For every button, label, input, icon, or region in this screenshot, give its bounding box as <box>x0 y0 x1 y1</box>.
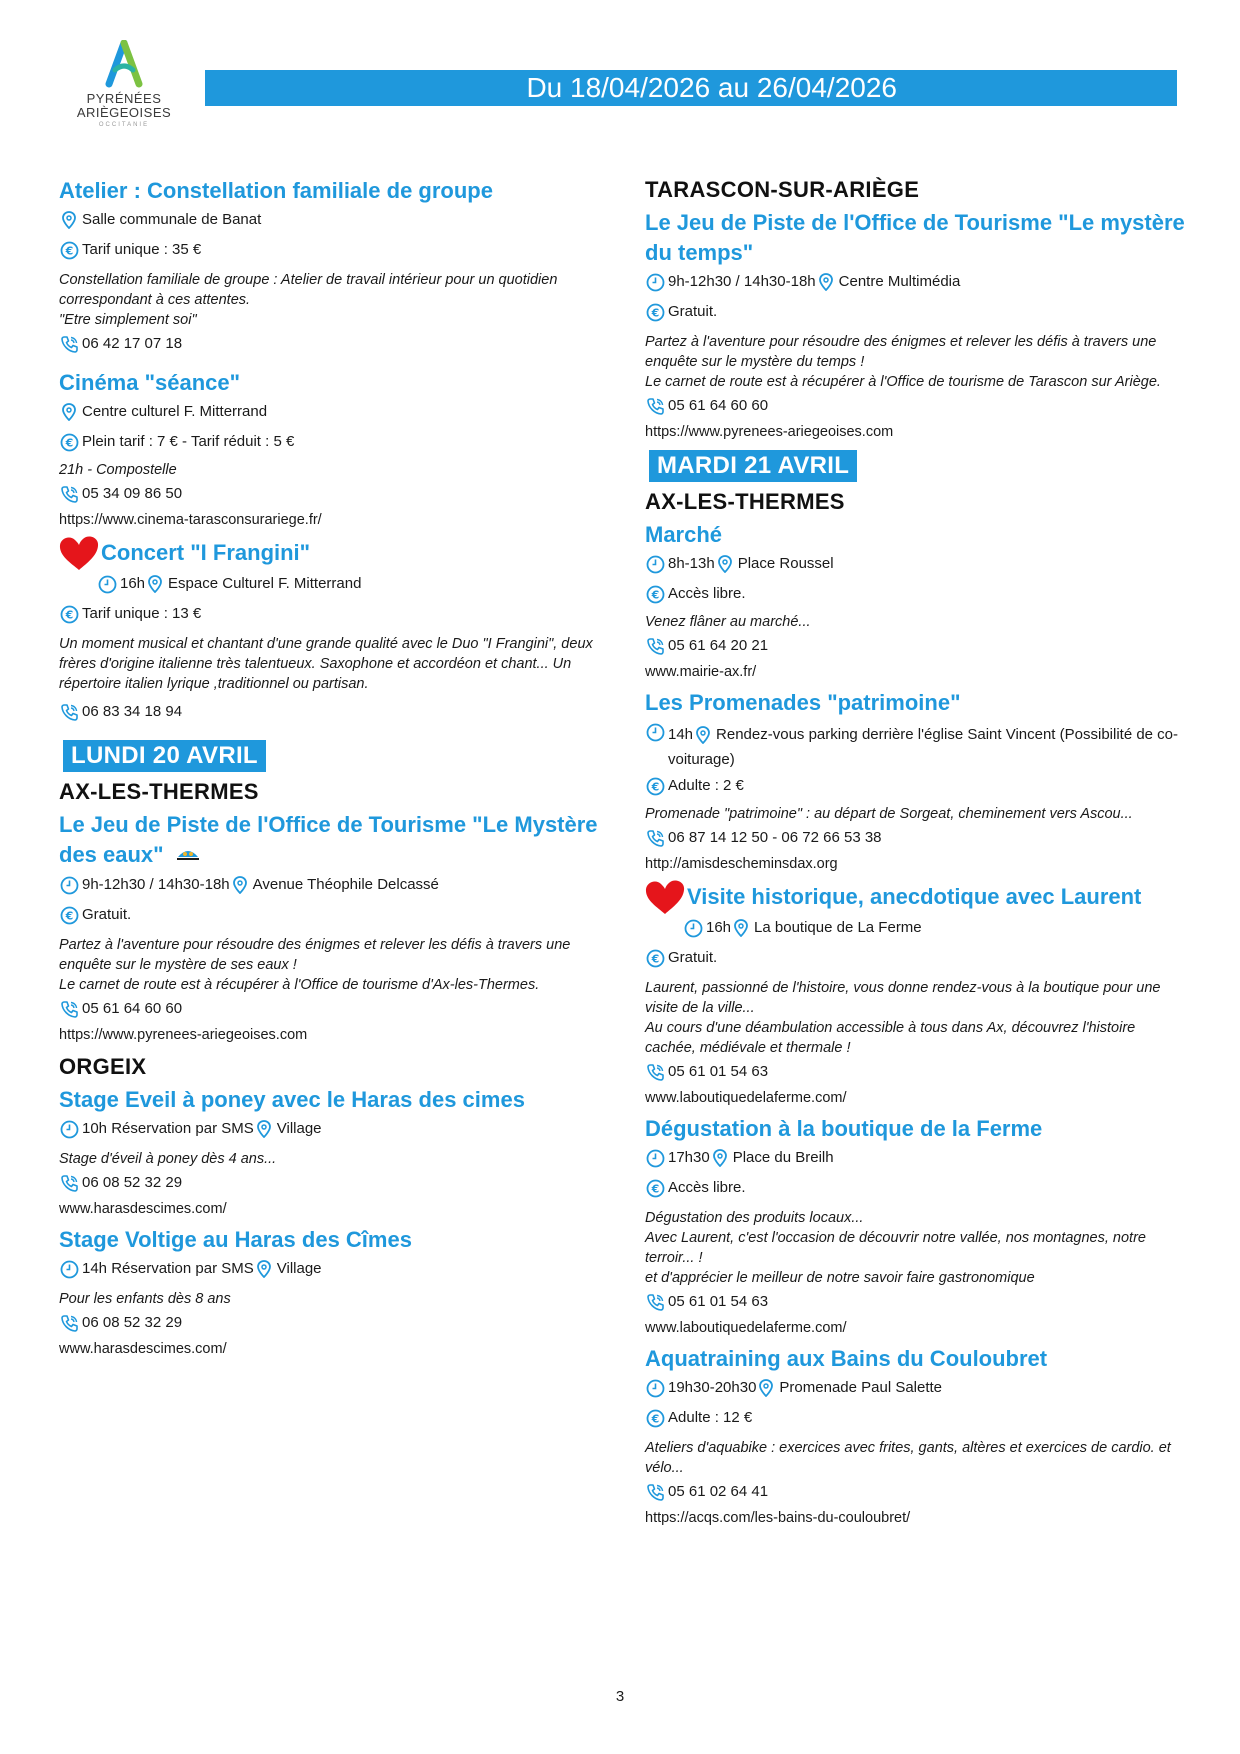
family-label-icon <box>176 841 200 871</box>
time-text: 16h <box>706 919 732 936</box>
euro-icon <box>645 1178 665 1198</box>
location-text: Promenade Paul Salette <box>779 1379 943 1396</box>
description-line: Au cours d'une déambulation accessible à tous dans Ax, découvrez l'histoire cachée, médiévale et thermale ! <box>645 1020 1136 1056</box>
event-phone[interactable] <box>59 702 604 722</box>
event-price <box>59 604 604 624</box>
euro-icon <box>645 776 665 796</box>
event-title[interactable]: Visite historique, anecdotique avec Laurent <box>687 884 1142 909</box>
svg-text:€: € <box>651 588 659 601</box>
clock-icon <box>683 918 703 938</box>
map-pin-icon <box>710 1148 730 1168</box>
event-website[interactable]: https://www.pyrenees-ariegeoises.com <box>645 424 894 440</box>
phone-icon <box>59 999 79 1019</box>
phone-icon <box>59 484 79 504</box>
event-title[interactable]: Stage Eveil à poney avec le Haras des cimes <box>59 1087 525 1113</box>
map-pin-icon <box>254 1259 274 1279</box>
event-description <box>645 1208 1185 1288</box>
city-heading: AX-LES-THERMES <box>645 489 845 514</box>
euro-icon <box>645 584 665 604</box>
clock-icon <box>645 554 665 574</box>
event-marche <box>645 520 1185 682</box>
event-cinema <box>59 368 604 530</box>
favorite-title-row <box>59 534 604 572</box>
price-text: Tarif unique : 35 € <box>82 241 202 258</box>
phone-number: 05 61 64 60 60 <box>668 397 769 414</box>
phone-number: 05 61 01 54 63 <box>668 1063 769 1080</box>
event-price <box>645 948 1185 968</box>
phone-icon <box>59 1313 79 1333</box>
description-line: Le carnet de route est à récupérer à l'Office de tourisme d'Ax-les-Thermes. <box>59 977 540 994</box>
event-phone[interactable] <box>645 636 1185 656</box>
location-text: Centre culturel F. Mitterrand <box>82 403 268 420</box>
city-heading: AX-LES-THERMES <box>59 779 259 804</box>
logo-text: PYRÉNÉES ARIÈGEOISES <box>76 91 172 120</box>
event-price <box>645 302 1185 322</box>
phone-number: 05 61 02 64 41 <box>668 1483 769 1500</box>
event-title-text: Le Jeu de Piste de l'Office de Tourisme "Le Mystère des eaux" <box>59 812 598 867</box>
phone-number: 06 42 17 07 18 <box>82 335 183 352</box>
phone-icon <box>645 1482 665 1502</box>
event-website[interactable]: https://acqs.com/les-bains-du-couloubret/ <box>645 1510 911 1526</box>
clock-icon <box>59 875 79 895</box>
phone-icon <box>645 636 665 656</box>
map-pin-icon <box>59 402 79 422</box>
date-range-banner: Du 18/04/2026 au 26/04/2026 <box>205 70 1177 106</box>
event-phone[interactable] <box>59 334 604 354</box>
event-location <box>59 402 604 422</box>
event-promenades <box>645 688 1185 874</box>
event-title[interactable]: Le Jeu de Piste de l'Office de Tourisme "Le mystère du temps" <box>645 210 1185 265</box>
price-text: Tarif unique : 13 € <box>82 605 202 622</box>
event-title[interactable]: Atelier : Constellation familiale de groupe <box>59 178 493 203</box>
event-phone[interactable] <box>645 1292 1185 1312</box>
price-text: Plein tarif : 7 € - Tarif réduit : 5 € <box>82 433 295 450</box>
svg-text:€: € <box>651 1412 659 1425</box>
svg-text:€: € <box>65 436 73 449</box>
svg-text:€: € <box>651 780 659 793</box>
location-text: Village <box>276 1260 322 1278</box>
description-line: Constellation familiale de groupe : Atelier de travail intérieur pour un quotidien correspondant à ces attentes. <box>59 272 558 308</box>
event-title[interactable]: Dégustation à la boutique de la Ferme <box>645 1116 1043 1141</box>
event-price <box>645 1178 1185 1198</box>
event-title[interactable]: Marché <box>645 522 723 547</box>
phone-number: 06 83 34 18 94 <box>82 703 183 720</box>
location-text: Village <box>276 1120 322 1138</box>
price-text: Gratuit. <box>82 906 132 924</box>
clock-icon <box>645 272 665 292</box>
event-description: Venez flâner au marché... <box>645 614 811 630</box>
event-time-location <box>59 1119 604 1139</box>
event-website[interactable]: www.laboutiquedelaferme.com/ <box>645 1090 847 1106</box>
location-text: Place du Breilh <box>732 1149 834 1166</box>
location-text: Centre Multimédia <box>838 273 961 290</box>
phone-number: 06 08 52 32 29 <box>82 1314 183 1332</box>
event-website[interactable]: www.mairie-ax.fr/ <box>645 664 757 680</box>
event-degustation <box>645 1114 1185 1338</box>
phone-number: 05 61 01 54 63 <box>668 1293 769 1310</box>
event-phone[interactable] <box>645 828 1185 848</box>
event-description <box>645 332 1185 392</box>
location-text: Avenue Théophile Delcassé <box>252 876 439 894</box>
day-heading: MARDI 21 AVRIL <box>649 450 857 482</box>
logo-subtext: OCCITANIE <box>98 122 150 128</box>
day-heading: LUNDI 20 AVRIL <box>63 740 266 772</box>
time-text: 14h Réservation par SMS <box>82 1260 254 1278</box>
euro-icon <box>645 1408 665 1428</box>
event-title[interactable] <box>59 810 604 871</box>
price-text: Adulte : 2 € <box>668 777 744 794</box>
price-text: Gratuit. <box>668 949 718 966</box>
description-line: Partez à l'aventure pour résoudre des énigmes et relever les défis à travers une enquête sur le mystère de ses eaux ! <box>59 937 571 974</box>
event-title[interactable]: Concert "I Frangini" <box>101 540 311 565</box>
event-website[interactable]: https://www.cinema-tarasconsurariege.fr/ <box>59 512 322 528</box>
map-pin-icon <box>731 918 751 938</box>
event-phone[interactable] <box>645 1062 1185 1082</box>
location-text: Place Roussel <box>737 555 834 572</box>
event-title[interactable]: Les Promenades "patrimoine" <box>645 690 961 715</box>
event-visite-historique <box>645 878 1185 1108</box>
euro-icon <box>645 302 665 322</box>
clock-icon <box>59 1119 79 1139</box>
time-text: 14h <box>668 726 694 743</box>
event-time-location <box>645 918 1185 938</box>
svg-text:€: € <box>65 244 73 257</box>
description-line: et d'apprécier le meilleur de notre savoir faire gastronomique <box>645 1270 1035 1286</box>
event-aquatraining <box>645 1344 1185 1528</box>
time-text: 8h-13h <box>668 555 715 572</box>
event-description: Un moment musical et chantant d'une grande qualité avec le Duo "I Frangini", deux frères d'origine italienne très talentueux. Saxophone et accordéon et chant... Un répertoire italien lyrique ,traditionnel ou partisan. <box>59 636 593 692</box>
event-title[interactable]: Cinéma "séance" <box>59 370 241 395</box>
city-heading: ORGEIX <box>59 1054 147 1080</box>
map-pin-icon <box>693 725 713 745</box>
svg-text:€: € <box>65 608 73 621</box>
time-text: 17h30 <box>668 1149 710 1166</box>
event-title[interactable]: Aquatraining aux Bains du Couloubret <box>645 1346 1048 1371</box>
location-text: Salle communale de Banat <box>82 211 262 228</box>
phone-icon <box>645 828 665 848</box>
logo-mark-icon <box>101 40 147 88</box>
euro-icon <box>645 948 665 968</box>
description-line: "Etre simplement soi" <box>59 312 197 328</box>
event-voltige <box>59 1225 604 1359</box>
time-location-wrap <box>668 722 1185 772</box>
city-heading: TARASCON-SUR-ARIÈGE <box>645 177 920 202</box>
day-heading-row <box>59 736 604 778</box>
event-time-location <box>59 875 604 895</box>
phone-icon <box>59 702 79 722</box>
map-pin-icon <box>816 272 836 292</box>
event-time-location <box>59 574 604 594</box>
svg-text:€: € <box>651 1182 659 1195</box>
left-column <box>59 170 604 1363</box>
clock-icon <box>645 722 665 742</box>
event-jeu-de-piste-ax <box>59 810 604 1045</box>
clock-icon <box>645 1378 665 1398</box>
event-description: Pour les enfants dès 8 ans <box>59 1291 231 1308</box>
event-price <box>645 584 1185 604</box>
time-text: 9h-12h30 / 14h30-18h <box>668 273 816 290</box>
page-number: 3 <box>615 1688 625 1705</box>
event-time-location <box>645 1148 1185 1168</box>
svg-text:€: € <box>651 952 659 965</box>
event-price <box>59 432 604 452</box>
event-price <box>59 905 604 925</box>
event-title[interactable]: Stage Voltige au Haras des Cîmes <box>59 1227 412 1253</box>
event-phone[interactable] <box>645 396 1185 416</box>
event-description <box>59 935 604 995</box>
event-phone[interactable] <box>59 484 604 504</box>
event-time-location <box>645 272 1185 292</box>
phone-icon <box>645 1292 665 1312</box>
event-eveil-poney <box>59 1085 604 1219</box>
event-constellation <box>59 176 604 354</box>
description-line: Le carnet de route est à récupérer à l'Office de tourisme de Tarascon sur Ariège. <box>645 374 1161 390</box>
clock-icon <box>645 1148 665 1168</box>
description-line: Partez à l'aventure pour résoudre des énigmes et relever les défis à travers une enquête sur le mystère du temps ! <box>645 334 1157 370</box>
phone-icon <box>59 1173 79 1193</box>
price-text: Adulte : 12 € <box>668 1409 753 1426</box>
event-website[interactable]: www.laboutiquedelaferme.com/ <box>645 1320 847 1336</box>
phone-icon <box>645 1062 665 1082</box>
map-pin-icon <box>59 210 79 230</box>
event-jeu-de-piste-tarascon <box>645 208 1185 442</box>
map-pin-icon <box>254 1119 274 1139</box>
event-website[interactable]: http://amisdescheminsdax.org <box>645 856 838 872</box>
event-phone[interactable] <box>59 999 604 1019</box>
heart-icon <box>643 878 687 916</box>
event-time-location <box>645 554 1185 574</box>
phone-number: 05 34 09 86 50 <box>82 485 183 502</box>
price-text: Gratuit. <box>668 303 718 320</box>
phone-number: 05 61 64 20 21 <box>668 637 769 654</box>
svg-text:€: € <box>65 909 73 923</box>
phone-number: 06 08 52 32 29 <box>82 1174 183 1192</box>
map-pin-icon <box>756 1378 776 1398</box>
map-pin-icon <box>715 554 735 574</box>
right-column <box>645 176 1185 1532</box>
price-text: Accès libre. <box>668 1179 746 1196</box>
time-text: 9h-12h30 / 14h30-18h <box>82 876 230 894</box>
heart-icon <box>57 534 101 572</box>
event-description: Promenade "patrimoine" : au départ de Sorgeat, cheminement vers Ascou... <box>645 806 1133 822</box>
euro-icon <box>59 240 79 260</box>
euro-icon <box>59 432 79 452</box>
event-time-location <box>59 1259 604 1279</box>
time-text: 16h <box>120 575 146 592</box>
event-website[interactable]: https://www.pyrenees-ariegeoises.com <box>59 1027 308 1044</box>
map-pin-icon <box>230 875 250 895</box>
price-text: Accès libre. <box>668 585 746 602</box>
event-description <box>59 270 604 330</box>
time-text: 19h30-20h30 <box>668 1379 757 1396</box>
euro-icon <box>59 604 79 624</box>
event-price <box>645 1408 1185 1428</box>
favorite-title-row <box>645 878 1185 916</box>
phone-icon <box>59 334 79 354</box>
time-text: 10h Réservation par SMS <box>82 1120 254 1138</box>
description-line: Dégustation des produits locaux... <box>645 1210 864 1226</box>
event-phone[interactable] <box>59 1313 604 1333</box>
location-text: Espace Culturel F. Mitterrand <box>168 575 362 592</box>
clock-icon <box>97 574 117 594</box>
event-concert <box>59 534 604 722</box>
event-website[interactable]: www.harasdescimes.com/ <box>59 1341 227 1358</box>
phone-icon <box>645 396 665 416</box>
location-text: La boutique de La Ferme <box>754 919 922 936</box>
day-heading-row <box>645 446 1185 488</box>
event-phone[interactable] <box>645 1482 1185 1502</box>
phone-number: 05 61 64 60 60 <box>82 1000 183 1018</box>
euro-icon <box>59 905 79 925</box>
location-text: Rendez-vous parking derrière l'église Saint Vincent (Possibilité de co-voiturage) <box>668 726 1179 768</box>
event-price <box>59 240 604 260</box>
event-time-location <box>645 1378 1185 1398</box>
svg-text:€: € <box>651 306 659 319</box>
logo <box>64 40 184 128</box>
map-pin-icon <box>145 574 165 594</box>
event-description: 21h - Compostelle <box>59 462 177 478</box>
clock-icon <box>59 1259 79 1279</box>
phone-number: 06 87 14 12 50 - 06 72 66 53 38 <box>668 829 882 846</box>
event-description: Ateliers d'aquabike : exercices avec frites, gants, altères et exercices de cardio. et vélo... <box>645 1440 1171 1476</box>
event-location <box>59 210 604 230</box>
event-phone[interactable] <box>59 1173 604 1193</box>
event-description <box>645 978 1185 1058</box>
event-time-location <box>645 722 1185 772</box>
event-description: Stage d'éveil à poney dès 4 ans... <box>59 1151 277 1168</box>
description-line: Avec Laurent, c'est l'occasion de découvrir notre vallée, nos montagnes, notre terroir... ! <box>645 1230 1146 1266</box>
event-website[interactable]: www.harasdescimes.com/ <box>59 1201 227 1218</box>
event-price <box>645 776 1185 796</box>
description-line: Laurent, passionné de l'histoire, vous donne rendez-vous à la boutique pour une visite de la ville... <box>645 980 1161 1016</box>
